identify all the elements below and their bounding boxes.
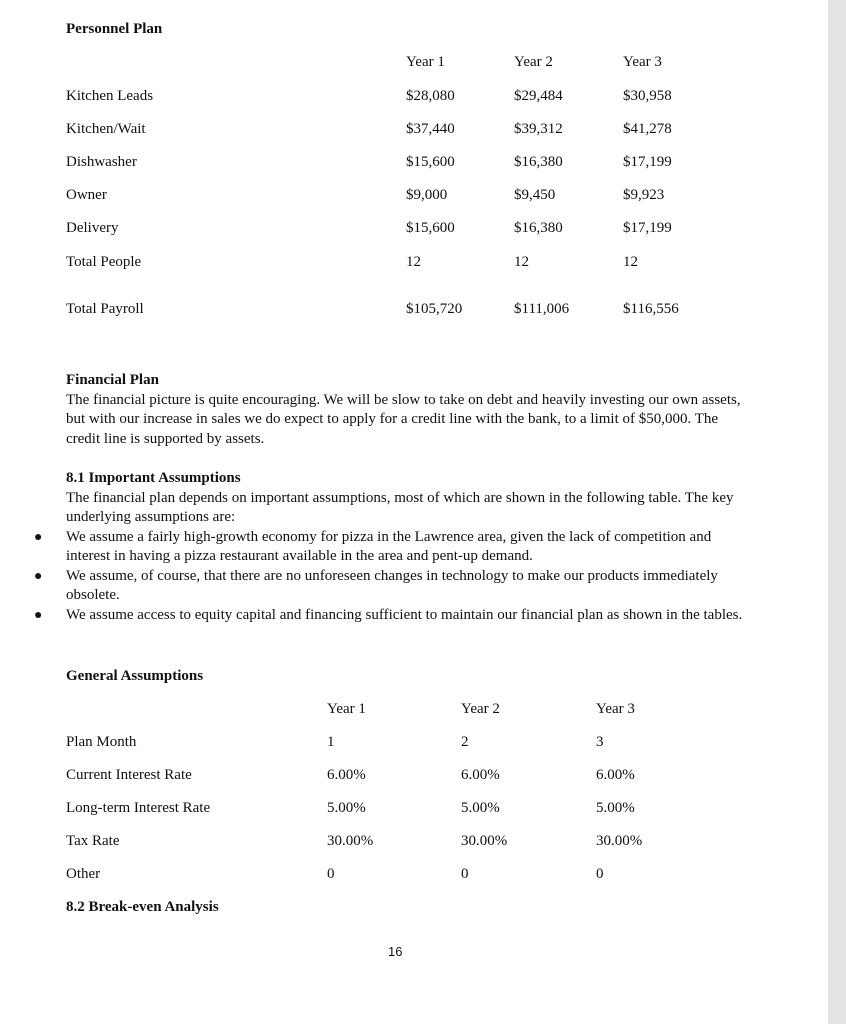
general-cell: 0 bbox=[461, 866, 469, 882]
general-cell: 30.00% bbox=[461, 833, 508, 849]
general-header-year2: Year 2 bbox=[461, 701, 500, 717]
personnel-row-label: Kitchen Leads bbox=[66, 88, 154, 104]
break-even-heading: 8.2 Break-even Analysis bbox=[66, 899, 219, 915]
personnel-cell: $9,450 bbox=[514, 187, 556, 203]
financial-plan-section bbox=[66, 371, 746, 449]
general-assumptions-title: General Assumptions bbox=[66, 668, 204, 684]
personnel-cell: $17,199 bbox=[623, 220, 672, 236]
personnel-row-label: Delivery bbox=[66, 220, 119, 236]
general-cell: 6.00% bbox=[327, 767, 366, 783]
personnel-cell: $9,923 bbox=[623, 187, 665, 203]
scrollbar-track[interactable] bbox=[828, 0, 846, 1024]
personnel-cell: $15,600 bbox=[406, 220, 455, 236]
personnel-cell: $37,440 bbox=[406, 121, 455, 137]
general-row-label: Tax Rate bbox=[66, 833, 120, 849]
general-row-label: Plan Month bbox=[66, 734, 137, 750]
general-cell: 0 bbox=[596, 866, 604, 882]
personnel-cell: $9,000 bbox=[406, 187, 448, 203]
page-number: 16 bbox=[388, 944, 403, 959]
personnel-row-label: Owner bbox=[66, 187, 107, 203]
general-cell: 30.00% bbox=[327, 833, 374, 849]
bullet-icon: ● bbox=[34, 607, 43, 623]
general-row-label: Other bbox=[66, 866, 101, 882]
general-row-label: Long-term Interest Rate bbox=[66, 800, 211, 816]
general-cell: 5.00% bbox=[596, 800, 635, 816]
important-assumptions-section bbox=[34, 469, 746, 625]
general-cell: 1 bbox=[327, 734, 335, 750]
total-payroll-cell: $111,006 bbox=[514, 301, 570, 317]
total-payroll-label: Total Payroll bbox=[66, 301, 144, 317]
personnel-header-year2: Year 2 bbox=[514, 54, 553, 70]
personnel-cell: 12 bbox=[514, 254, 529, 270]
assumption-bullet-text: We assume access to equity capital and financing sufficient to maintain our financial plan as shown in the tables. bbox=[66, 606, 743, 623]
personnel-cell: $41,278 bbox=[623, 121, 672, 137]
bullet-icon: ● bbox=[34, 529, 43, 545]
personnel-cell: $15,600 bbox=[406, 154, 455, 170]
personnel-cell: 12 bbox=[623, 254, 638, 270]
general-cell: 2 bbox=[461, 734, 469, 750]
general-cell: 3 bbox=[596, 734, 604, 750]
personnel-row-label: Dishwasher bbox=[66, 154, 137, 170]
total-payroll-cell: $105,720 bbox=[406, 301, 463, 317]
financial-plan-body: The financial picture is quite encouraging. We will be slow to take on debt and heavily investing our own assets, but with our increase in sales we do expect to apply for a credit line with the bank, to a limit of $50,000. The credit line is supported by assets. bbox=[66, 391, 741, 447]
assumption-bullet-text: We assume a fairly high-growth economy for pizza in the Lawrence area, given the lack of competition and interest in having a pizza restaurant available in the area and pent-up demand. bbox=[66, 528, 712, 564]
personnel-cell: $16,380 bbox=[514, 154, 563, 170]
general-cell: 30.00% bbox=[596, 833, 643, 849]
bullet-icon: ● bbox=[34, 568, 43, 584]
important-assumptions-intro: The financial plan depends on important assumptions, most of which are shown in the following table. The key underlying assumptions are: bbox=[66, 489, 734, 525]
general-cell: 5.00% bbox=[327, 800, 366, 816]
financial-plan-heading: Financial Plan bbox=[66, 372, 159, 388]
personnel-cell: $28,080 bbox=[406, 88, 455, 104]
general-cell: 6.00% bbox=[461, 767, 500, 783]
general-cell: 5.00% bbox=[461, 800, 500, 816]
general-header-year3: Year 3 bbox=[596, 701, 635, 717]
important-assumptions-heading: 8.1 Important Assumptions bbox=[66, 470, 241, 486]
personnel-header-year3: Year 3 bbox=[623, 54, 662, 70]
assumption-bullet bbox=[34, 528, 746, 567]
personnel-cell: $30,958 bbox=[623, 88, 672, 104]
assumption-bullet bbox=[34, 567, 746, 606]
general-cell: 6.00% bbox=[596, 767, 635, 783]
personnel-cell: $17,199 bbox=[623, 154, 672, 170]
general-header-year1: Year 1 bbox=[327, 701, 366, 717]
personnel-cell: 12 bbox=[406, 254, 421, 270]
general-cell: 0 bbox=[327, 866, 335, 882]
general-row-label: Current Interest Rate bbox=[66, 767, 192, 783]
total-payroll-cell: $116,556 bbox=[623, 301, 679, 317]
personnel-cell: $16,380 bbox=[514, 220, 563, 236]
personnel-row-label: Kitchen/Wait bbox=[66, 121, 146, 137]
personnel-header-year1: Year 1 bbox=[406, 54, 445, 70]
assumption-bullet bbox=[34, 606, 746, 626]
personnel-plan-title: Personnel Plan bbox=[66, 21, 163, 37]
personnel-cell: $29,484 bbox=[514, 88, 563, 104]
personnel-row-label: Total People bbox=[66, 254, 142, 270]
assumption-bullet-text: We assume, of course, that there are no unforeseen changes in technology to make our products immediately obsolete. bbox=[66, 567, 718, 603]
personnel-cell: $39,312 bbox=[514, 121, 563, 137]
